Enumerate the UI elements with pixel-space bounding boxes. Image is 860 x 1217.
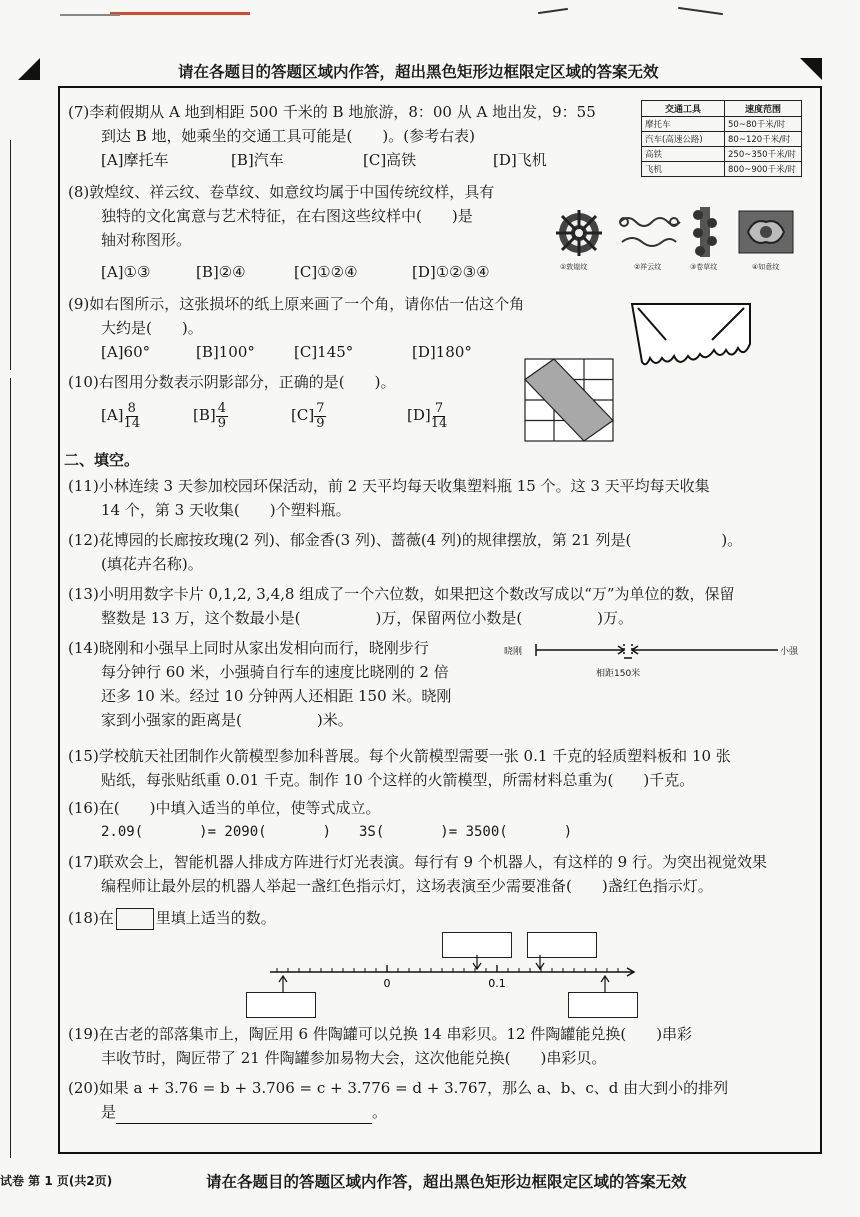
q11-line1: (11)小林连续 3 天参加校园环保活动，前 2 天平均每天收集塑料瓶 15 个。这 3 天平均每天收集 [68,477,710,495]
q14-line2: 每分钟行 60 米，小强骑自行车的速度比晓刚的 2 倍 [101,663,449,681]
speed-table-cell: 800~900千米/时 [725,162,802,177]
top-red-mark [110,12,250,15]
q10-option-a[interactable] [101,400,193,431]
speed-table [641,100,802,177]
q9-option-c[interactable]: [C]145° [294,343,354,361]
dunhuang-pattern-image [554,208,604,258]
distance-diagram [504,640,804,680]
q17-line2: 编程师让最外层的机器人举起一盏红色指示灯，这场表演至少需要准备( )盏红色指示灯。 [101,877,713,895]
page-header: 请在各题目的答题区域内作答，超出黑色矩形边框限定区域的答案无效 [178,63,659,81]
question-14 [68,636,451,732]
q9-options [68,340,524,364]
q9-line2: 大约是( )。 [101,319,203,337]
q9-option-b[interactable]: [B]100° [196,343,255,361]
distance-line [534,640,780,664]
q13-line2: 整数是 13 万，这个数最小是( )万，保留两位小数是( )万。 [101,609,634,627]
q20-text-before: 是 [101,1103,117,1121]
speed-table-header-vehicle: 交通工具 [642,101,725,117]
fraction-numerator: 7 [434,400,444,416]
q9-line1: (9)如右图所示，这张损坏的纸上原来画了一个角，请你估一估这个角 [68,295,525,313]
q12-line1: (12)花博园的长廊按玫瑰(2 列)、郁金香(3 列)、蔷薇(4 列)的规律摆放，第 21 列是( )。 [68,531,743,549]
fraction-numerator: 8 [127,400,136,416]
left-margin-line-2 [10,378,11,1158]
xiangyun-pattern-image [614,212,684,252]
question-18 [68,906,276,930]
question-9 [68,292,524,364]
q20-line2 [68,1100,728,1124]
question-7 [68,100,596,172]
speed-table-cell: 汽车(高速公路) [642,132,725,147]
pattern-label-1: ①敦煌纹 [560,263,588,271]
option-label: [D] [407,406,431,424]
fraction-denominator: 9 [217,415,227,431]
q7-option-d[interactable]: [D]飞机 [493,151,547,169]
q8-option-c[interactable]: [C]①②④ [294,263,358,281]
q8-option-d[interactable]: [D]①②③④ [412,263,490,281]
question-12 [68,528,742,576]
fraction-denominator: 14 [430,415,448,431]
q7-line2: 到达 B 地，她乘坐的交通工具可能是( )。(参考右表) [101,127,475,145]
q18-text-after: 里填上适当的数。 [155,909,276,927]
q8-option-b[interactable]: [B]②④ [196,263,246,281]
q15-line2: 贴纸，每张贴纸重 0.01 千克。制作 10 个这样的火箭模型，所需材料总重为( )千克。 [101,771,695,789]
speed-table-header-speed: 速度范围 [725,101,802,117]
q10-option-b[interactable] [193,400,291,431]
q14-line3: 还多 10 米。经过 10 分钟两人还相距 150 米。晓刚 [101,687,452,705]
question-17 [68,850,767,898]
q10-options [68,400,447,431]
q16-line2: 2.09( )= 2090( ) 3S( )= 3500( ) [101,824,573,840]
q8-line1: (8)敦煌纹、祥云纹、卷草纹、如意纹均属于中国传统纹样，具有 [68,183,495,201]
q7-option-c[interactable]: [C]高铁 [363,151,417,169]
fraction-denominator: 9 [316,415,325,431]
fraction-numerator: 4 [217,400,227,416]
q7-option-a[interactable]: [A]摩托车 [101,151,169,169]
corner-marker-right [800,58,822,80]
fraction-numerator: 7 [316,400,325,416]
question-11 [68,474,710,522]
speed-table-cell: 高铁 [642,147,725,162]
tick-label-0-1: 0.1 [488,977,506,990]
pattern-label-2: ②祥云纹 [634,263,662,271]
q9-option-a[interactable]: [A]60° [101,343,151,361]
question-8 [68,180,494,284]
q7-option-b[interactable]: [B]汽车 [231,151,284,169]
top-scan-mark-2 [678,7,723,15]
question-19 [68,1022,692,1070]
q7-line1: (7)李莉假期从 A 地到相距 500 千米的 B 地旅游，8：00 从 A 地出发，9：55 [68,103,596,121]
torn-paper-angle-image [628,300,754,366]
left-margin-line-1 [10,140,11,370]
q10-option-d[interactable] [407,400,447,431]
question-10 [68,370,447,431]
section-2-title: 二、填空。 [64,451,140,469]
number-line [265,955,640,995]
q14-line4: 家到小强家的距离是( )米。 [101,711,353,729]
q18-inline-box [116,908,154,930]
q10-line1: (10)右图用分数表示阴影部分，正确的是( )。 [68,373,396,391]
question-16 [68,796,572,844]
q18-text-before: (18)在 [68,909,114,927]
diagram-gap-label: 相距150米 [596,669,641,679]
speed-table-cell: 50~80千米/时 [725,117,802,132]
q8-option-a[interactable]: [A]①③ [101,263,151,281]
question-20 [68,1076,728,1124]
option-label: [B] [193,406,216,424]
ruyi-pattern-image [738,210,794,254]
tick-label-zero: 0 [383,977,391,990]
juancao-pattern-image [690,205,720,259]
number-line-box-bottom-1[interactable] [246,992,316,1018]
question-15 [68,744,731,792]
diagram-label-right: 小强 [780,647,799,657]
footer-page-info: 试卷 第 1 页(共2页) [0,1174,113,1188]
fraction-denominator: 14 [123,415,141,431]
number-line-box-bottom-2[interactable] [568,992,638,1018]
q20-text-after: 。 [372,1103,388,1121]
q19-line1: (19)在古老的部落集市上，陶匠用 6 件陶罐可以兑换 14 串彩贝。12 件陶罐能兑换( )串彩 [68,1025,693,1043]
q14-line1: (14)晓刚和小强早上同时从家出发相向而行，晓刚步行 [68,639,429,657]
q7-options [68,148,596,172]
option-label: [C] [291,406,315,424]
page-footer: 请在各题目的答题区域内作答，超出黑色矩形边框限定区域的答案无效 [206,1173,687,1191]
q15-line1: (15)学校航天社团制作火箭模型参加科普展。每个火箭模型需要一张 0.1 千克的轻质塑料板和 10 张 [68,747,731,765]
speed-table-cell: 250~350千米/时 [725,147,802,162]
speed-table-cell: 80~120千米/时 [725,132,802,147]
pattern-label-4: ④如意纹 [752,263,780,271]
q10-option-c[interactable] [291,400,407,431]
q17-line1: (17)联欢会上，智能机器人排成方阵进行灯光表演。每行有 9 个机器人，有这样的 9 行。为突出视觉效果 [68,853,767,871]
top-scan-mark-1 [538,8,568,14]
speed-table-cell: 摩托车 [642,117,725,132]
q9-option-d[interactable]: [D]180° [412,343,472,361]
q12-line2: (填花卉名称)。 [101,555,203,573]
speed-table-cell: 飞机 [642,162,725,177]
q19-line2: 丰收节时，陶匠带了 21 件陶罐参加易物大会，这次他能兑换( )串彩贝。 [101,1049,607,1067]
pattern-label-3: ③卷草纹 [690,263,718,271]
corner-marker-left [18,58,40,80]
q13-line1: (13)小明用数字卡片 0,1,2, 3,4,8 组成了一个六位数，如果把这个数改写成以“万”为单位的数，保留 [68,585,735,603]
q20-answer-blank[interactable] [116,1107,372,1124]
question-13 [68,582,735,630]
diagram-label-left: 晓刚 [504,647,523,657]
q8-options [68,260,494,284]
q11-line2: 14 个，第 3 天收集( )个塑料瓶。 [101,501,351,519]
top-dark-mark [60,14,120,16]
q16-line1: (16)在( )中填入适当的单位，使等式成立。 [68,799,381,817]
option-label: [A] [101,406,124,424]
q20-line1: (20)如果 a + 3.76 = b + 3.706 = c + 3.776 = d + 3.767，那么 a、b、c、d 由大到小的排列 [68,1079,729,1097]
q8-line2: 独特的文化寓意与艺术特征，在右图这些纹样中( )是 [101,207,473,225]
q8-line3: 轴对称图形。 [101,231,192,249]
shaded-grid-image [524,358,614,442]
